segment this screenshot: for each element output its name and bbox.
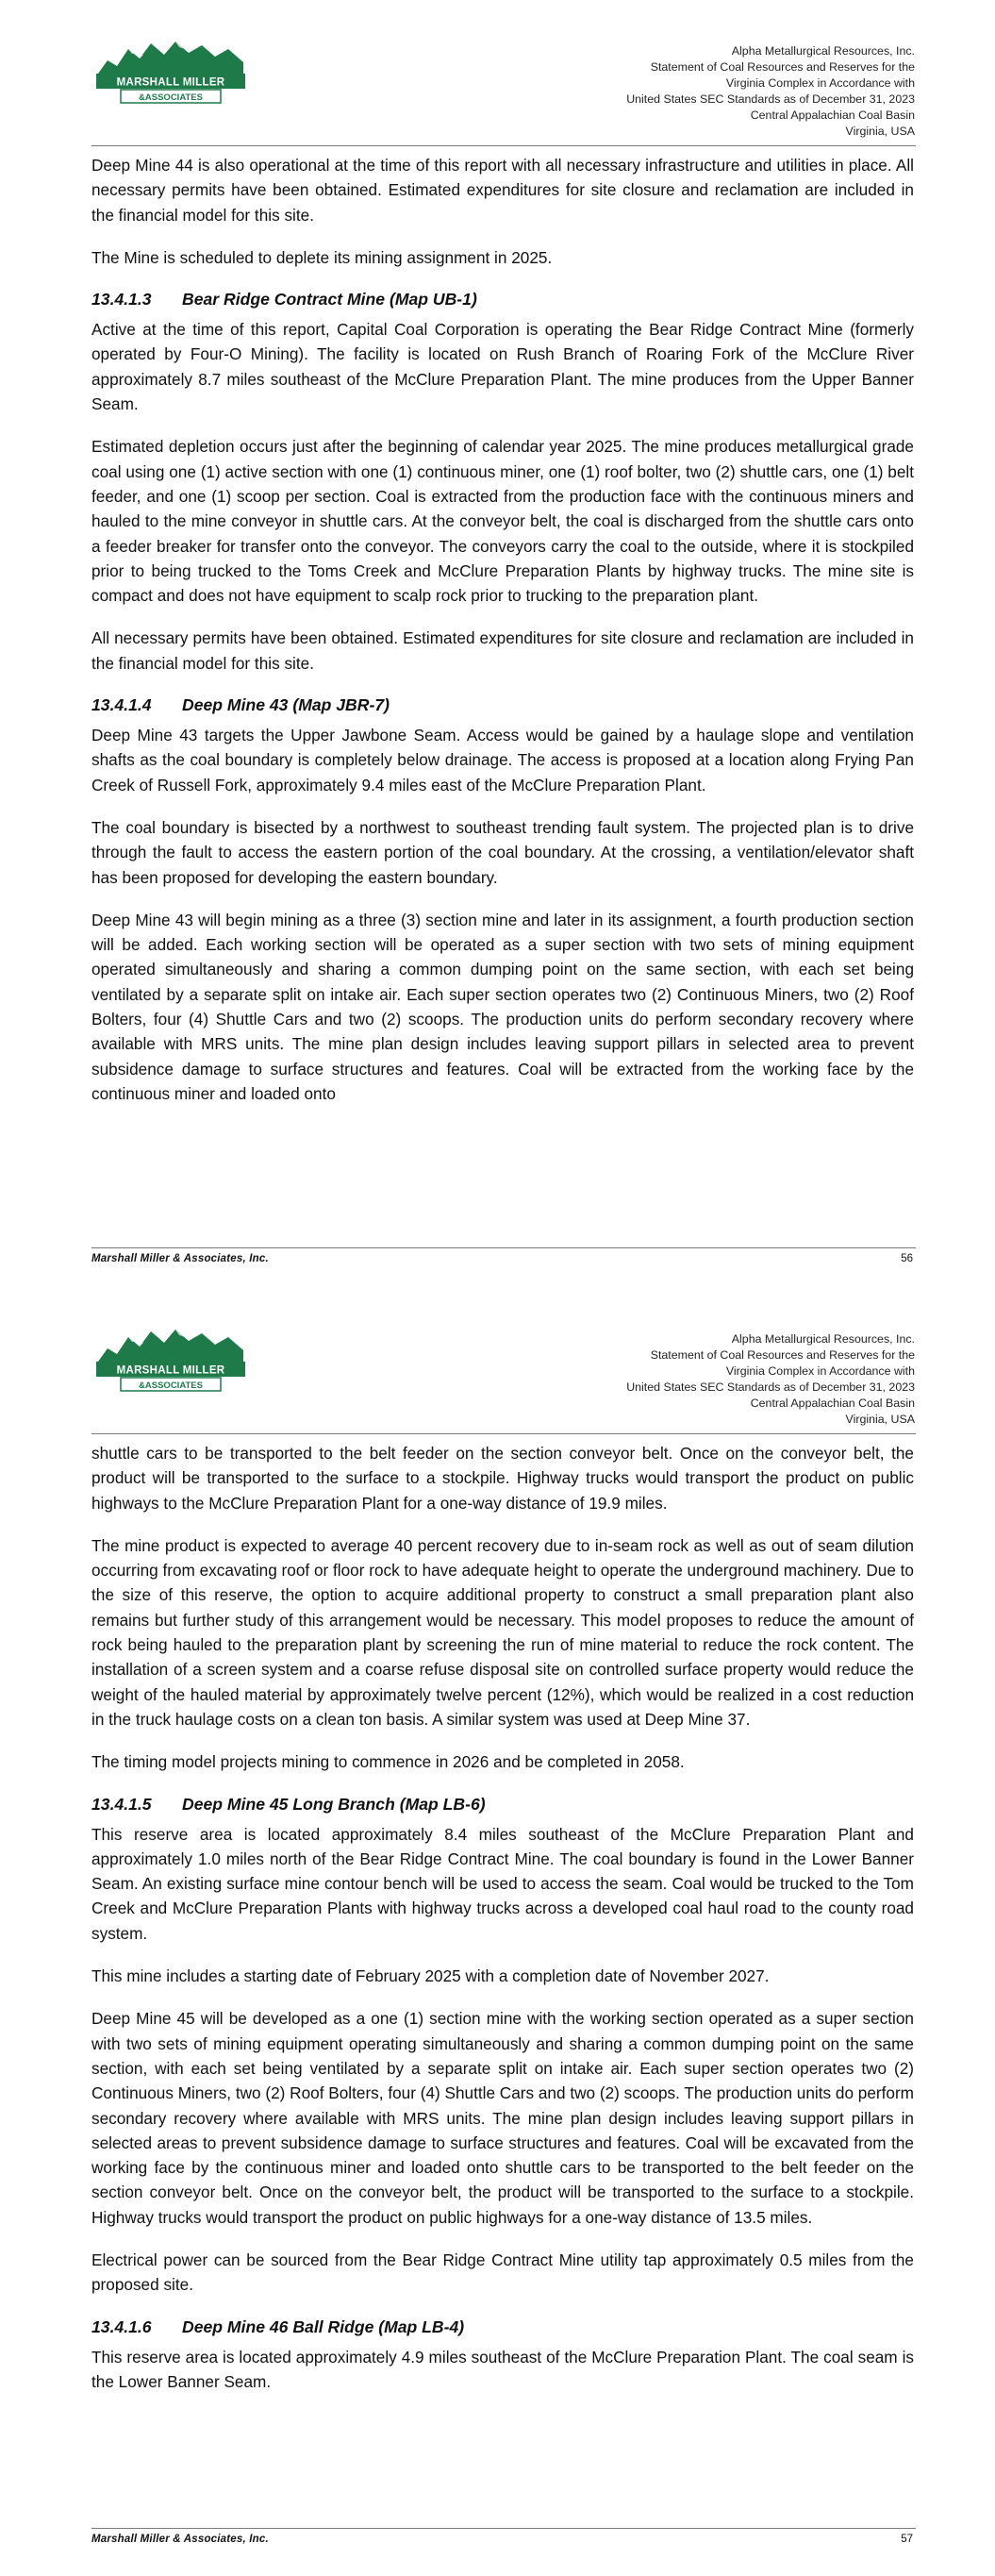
section-number: 13.4.1.6 [91, 2317, 152, 2336]
header-divider [91, 1433, 916, 1434]
paragraph: This mine includes a starting date of February 2025 with a completion date of November 2027. [91, 1966, 770, 1986]
header-line: Central Appalachian Coal Basin [750, 109, 915, 122]
page-body [91, 1441, 914, 2412]
section-title: Deep Mine 43 (Map JBR-7) [182, 695, 390, 715]
header-line: Virginia Complex in Accordance with [725, 76, 915, 90]
header-line: United States SEC Standards as of December 31, 2023 [626, 1380, 915, 1394]
section-title: Deep Mine 46 Ball Ridge (Map LB-4) [182, 2317, 465, 2336]
company-logo [94, 1324, 247, 1396]
header-line: Central Appalachian Coal Basin [750, 1397, 915, 1410]
paragraph: Estimated depletion occurs just after the beginning of calendar year 2025. The mine produces metallurgical grade coal using one (1) active section with one (1) continuous miner, one (1) roof bolter, two (2) shuttle cars, one (1) belt feeder, and one (1) scoop per section. Coal is extracted from the production face with the continuous miners and hauled to the mine conveyor in shuttle cars. At the conveyor belt, the coal is discharged from the shuttle cars onto a feeder breaker for transfer onto the conveyor. The conveyors carry the coal to the outside, where it is stockpiled prior to being trucked to the Toms Creek and McClure Preparation Plants by highway trucks. The mine site is compact and does not have equipment to scalp rock prior to trucking to the preparation plant. [91, 437, 914, 606]
header-line: Virginia, USA [845, 125, 915, 138]
paragraph: Deep Mine 44 is also operational at the time of this report with all necessary infrastructure and utilities in place. All necessary permits have been obtained. Estimated expenditures for site closure and reclamation are included in the financial model for this site. [91, 156, 914, 225]
header-line: Virginia Complex in Accordance with [725, 1364, 915, 1378]
company-logo [94, 36, 247, 108]
header-line: Virginia, USA [845, 1413, 915, 1426]
paragraph: Deep Mine 45 will be developed as a one (1) section mine with the working section operated as a super section with two sets of mining equipment operating simultaneously and sharing a common dumping point on the same section, with each set being ventilated by a separate split on intake air. Each super section operates two (2) Continuous Miners, two (2) Roof Bolters, four (4) Shuttle Cars and two (2) scoops. The production units do perform secondary recovery where available with MRS units. The mine plan design includes leaving support pillars in selected areas to prevent subsidence damage to surface structures and features. Coal will be excavated from the working face by the continuous miner and loaded onto shuttle cars to be transported to the belt feeder on the section conveyor belt. Once on the conveyor belt, the product will be transported to the surface to a stockpile. Highway trucks would transport the product on public highways for a one-way distance of 13.5 miles. [91, 2009, 914, 2227]
report-header [626, 43, 915, 140]
section-heading [91, 1793, 914, 1815]
paragraph: Deep Mine 43 targets the Upper Jawbone Seam. Access would be gained by a haulage slope and ventilation shafts as the coal boundary is completely below drainage. The access is proposed at a location along Frying Pan Creek of Russell Fork, approximately 9.4 miles east of the McClure Preparation Plant. [91, 726, 914, 795]
paragraph: The timing model projects mining to commence in 2026 and be completed in 2058. [91, 1752, 685, 1772]
svg-text:MARSHALL MILLER: MARSHALL MILLER [116, 76, 225, 89]
document-page-2 [0, 1288, 995, 2576]
paragraph: Electrical power can be sourced from the Bear Ridge Contract Mine utility tap approximately 0.5 miles from the proposed site. [91, 2250, 914, 2295]
section-number: 13.4.1.4 [91, 695, 152, 715]
section-heading [91, 2316, 914, 2338]
header-line: Alpha Metallurgical Resources, Inc. [731, 44, 915, 58]
svg-text:&ASSOCIATES: &ASSOCIATES [139, 92, 203, 103]
paragraph: shuttle cars to be transported to the belt feeder on the section conveyor belt. Once on the conveyor belt, the product will be transported to the surface to a stockpile. Highway trucks would transport the product on public highways to the McClure Preparation Plant for a one-way distance of 19.9 miles. [91, 1444, 914, 1513]
section-title: Bear Ridge Contract Mine (Map UB-1) [182, 290, 477, 309]
section-heading [91, 694, 914, 716]
header-line: Statement of Coal Resources and Reserves for the [650, 60, 915, 74]
section-heading [91, 288, 914, 310]
section-number: 13.4.1.5 [91, 1794, 152, 1814]
paragraph: The coal boundary is bisected by a northwest to southeast trending fault system. The projected plan is to drive through the fault to access the eastern portion of the coal boundary. At the crossing, a ventilation/elevator shaft has been proposed for developing the eastern boundary. [91, 817, 914, 887]
page-body [91, 153, 914, 1124]
paragraph: All necessary permits have been obtained. Estimated expenditures for site closure and reclamation are included in the financial model for this site. [91, 628, 914, 673]
page-number: 57 [901, 2534, 913, 2545]
section-number: 13.4.1.3 [91, 290, 152, 309]
header-line: Alpha Metallurgical Resources, Inc. [731, 1332, 915, 1346]
header-line: Statement of Coal Resources and Reserves for the [650, 1348, 915, 1362]
paragraph: Deep Mine 43 will begin mining as a three (3) section mine and later in its assignment, a fourth production section will be added. Each working section will be operated as a super section with two sets of mining equipment operated simultaneously and sharing a common dumping point on the same section, with each set being ventilated by a separate split on intake air. Each super section operates two (2) Continuous Miners, two (2) Roof Bolters, four (4) Shuttle Cars and two (2) scoops. The production units do perform secondary recovery where available with MRS units. The mine plan design includes leaving support pillars in selected area to prevent subsidence damage to surface structures and features. Coal will be extracted from the working face by the continuous miner and loaded onto [91, 910, 914, 1103]
footer-company: Marshall Miller & Associates, Inc. [91, 2534, 269, 2545]
svg-text:MARSHALL MILLER: MARSHALL MILLER [116, 1364, 225, 1377]
paragraph: The Mine is scheduled to deplete its mining assignment in 2025. [91, 247, 553, 267]
page-number: 56 [901, 1253, 913, 1264]
report-header [626, 1331, 915, 1428]
svg-text:&ASSOCIATES: &ASSOCIATES [139, 1380, 203, 1391]
paragraph: Active at the time of this report, Capital Coal Corporation is operating the Bear Ridge Contract Mine (formerly operated by Four-O Mining). The facility is located on Rush Branch of Roaring Fork of the McClure River approximately 8.7 miles southeast of the McClure Preparation Plant. The mine produces from the Upper Banner Seam. [91, 320, 914, 414]
footer-divider [91, 2528, 916, 2529]
footer-company: Marshall Miller & Associates, Inc. [91, 1253, 269, 1264]
paragraph: This reserve area is located approximately 8.4 miles southeast of the McClure Preparation Plant and approximately 1.0 miles north of the Bear Ridge Contract Mine. The coal boundary is found in the Lower Banner Seam. An existing surface mine contour bench will be used to access the seam. Coal would be trucked to the Tom Creek and McClure Preparation Plants with highway trucks across a developed coal haul road to the county road system. [91, 1824, 914, 1943]
footer-divider [91, 1247, 916, 1248]
header-divider [91, 145, 916, 146]
paragraph: This reserve area is located approximately 4.9 miles southeast of the McClure Preparation Plant. The coal seam is the Lower Banner Seam. [91, 2347, 914, 2391]
header-line: United States SEC Standards as of December 31, 2023 [626, 92, 915, 106]
paragraph: The mine product is expected to average 40 percent recovery due to in-seam rock as well as out of seam dilution occurring from excavating roof or floor rock to have adequate height to operate the underground machinery. Due to the size of this reserve, the option to acquire additional property to construct a small preparation plant also remains but further study of this arrangement would be necessary. This model proposes to reduce the amount of rock being hauled to the preparation plant by screening the run of mine material to reduce the rock content. The installation of a screen system and a coarse refuse disposal site on controlled surface property would reduce the weight of the hauled material by approximately twelve percent (12%), which would be realized in a cost reduction in the truck haulage costs on a clean ton basis. A similar system was used at Deep Mine 37. [91, 1535, 914, 1729]
section-title: Deep Mine 45 Long Branch (Map LB-6) [182, 1794, 486, 1814]
